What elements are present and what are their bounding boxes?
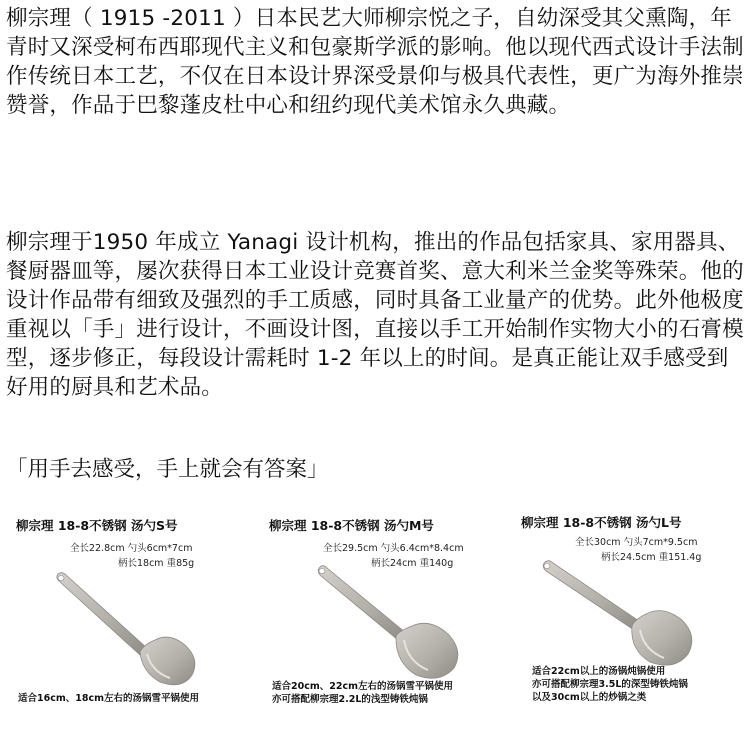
product-note: 适合16cm、18cm左右的汤锅雪平锅使用: [18, 693, 200, 704]
product-note-line: 适合22cm以上的汤锅炖锅使用: [532, 666, 666, 677]
product-title: 柳宗理 18-8不锈钢 汤勺S号: [16, 518, 178, 533]
product-note-line: 适合20cm、22cm左右的汤锅雪平锅使用: [272, 681, 454, 692]
ladle-l-image: [500, 512, 750, 743]
product-card-ladle-m: [250, 512, 500, 743]
product-spec-size: 全长30cm 勺头7cm*9.5cm: [575, 537, 698, 548]
product-note: [532, 665, 688, 704]
product-note-line: 亦可搭配柳宗理2.2L的浅型铸铁炖锅: [272, 694, 428, 705]
product-note-line: 以及30cm以上的炒锅之类: [532, 692, 647, 703]
product-note: [272, 680, 453, 706]
product-note-line: 亦可搭配柳宗理3.5L的深型铸铁炖锅: [532, 679, 688, 690]
studio-paragraph: 柳宗理于1950 年成立 Yanagi 设计机构，推出的作品包括家具、家用器具、餐厨器皿等，屡次获得日本工业设计竞赛首奖、意大利米兰金奖等殊荣。他的设计作品带有细致及强烈的手工质感，同时具备工业量产的优势。此外他极度重视以「手」进行设计，不画设计图，直接以手工开始制作实物大小的石膏模型，逐步修正，每段设计需耗时 1-2 年以上的时间。是真正能让双手感受到好用的厨具和艺术品。: [6, 230, 744, 400]
ladle-m-image: [250, 512, 500, 743]
design-quote: 「用手去感受，手上就会有答案」: [6, 457, 329, 482]
product-spec-weight: 柄长18cm 重85g: [118, 558, 195, 569]
product-title: 柳宗理 18-8不锈钢 汤勺M号: [269, 518, 434, 533]
product-card-ladle-s: [0, 512, 250, 743]
product-title: 柳宗理 18-8不锈钢 汤勺L号: [521, 515, 682, 530]
product-spec-size: 全长29.5cm 勺头6.4cm*8.4cm: [323, 543, 464, 554]
product-spec-weight: 柄长24cm 重140g: [371, 558, 454, 569]
product-card-ladle-l: [500, 512, 750, 743]
intro-paragraph: 柳宗理（ 1915 -2011 ）日本民艺大师柳宗悦之子，自幼深受其父熏陶，年青时又深受柯布西耶现代主义和包豪斯学派的影响。他以现代西式设计手法制作传统日本工艺，不仅在日本设计界深受景仰与极具代表性，更广为海外推崇赞誉，作品于巴黎蓬皮杜中心和纽约现代美术馆永久典藏。: [6, 6, 744, 118]
product-spec-size: 全长22.8cm 勺头6cm*7cm: [70, 543, 193, 554]
product-spec-weight: 柄长24.5cm 重151.4g: [601, 552, 702, 563]
ladle-s-image: [0, 512, 250, 743]
